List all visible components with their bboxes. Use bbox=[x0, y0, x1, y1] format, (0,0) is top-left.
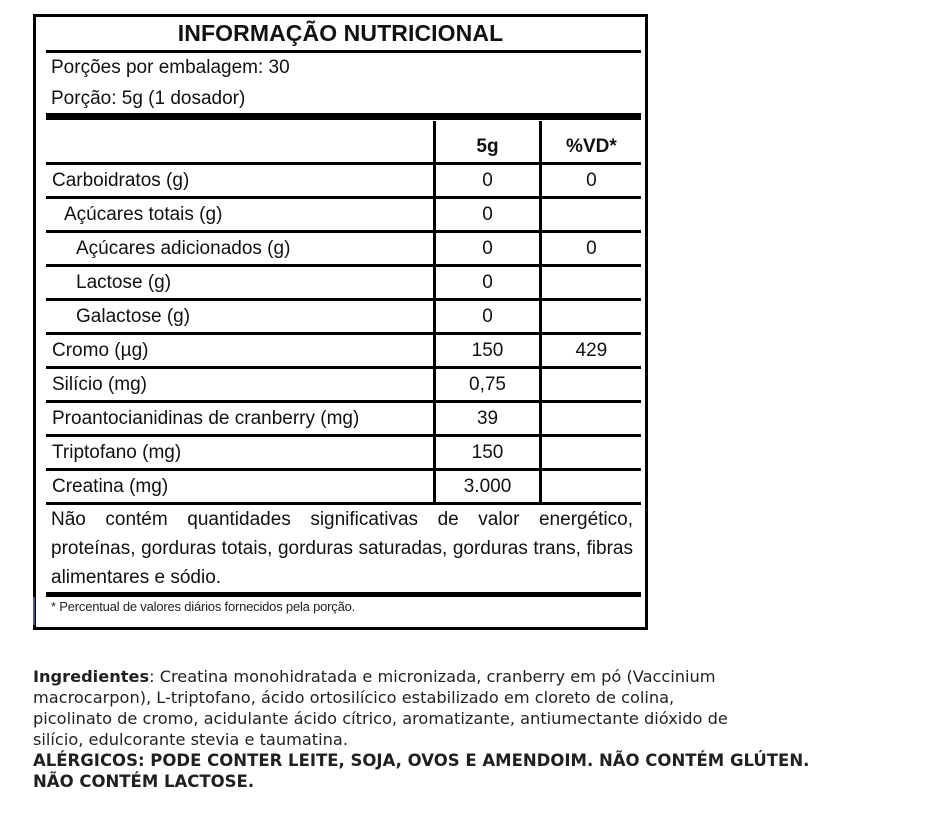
ingredients-line bbox=[33, 666, 833, 687]
nutrient-quantity: 0,75 bbox=[435, 368, 541, 402]
serving-size: Porção: 5g (1 dosador) bbox=[51, 88, 246, 109]
nutrient-daily-value: 0 bbox=[540, 164, 641, 198]
ingredients-section bbox=[33, 666, 833, 792]
nutrient-quantity: 3.000 bbox=[435, 470, 541, 504]
nutrient-name: Creatina (mg) bbox=[46, 470, 435, 504]
nutrient-daily-value bbox=[540, 368, 641, 402]
table-row bbox=[46, 436, 641, 470]
nutrient-name: Proantocianidinas de cranberry (mg) bbox=[46, 402, 435, 436]
nutrient-daily-value bbox=[540, 436, 641, 470]
table-header-row bbox=[46, 121, 641, 164]
nutrient-quantity: 0 bbox=[435, 198, 541, 232]
table-row bbox=[46, 368, 641, 402]
daily-value-footnote: * Percentual de valores diários fornecidos pela porção. bbox=[51, 599, 356, 614]
nutrient-name: Triptofano (mg) bbox=[46, 436, 435, 470]
divider bbox=[46, 50, 641, 53]
footnote-divider bbox=[46, 592, 641, 597]
insignificant-amounts-note: Não contém quantidades significativas de valor energético, proteínas, gorduras totais, gorduras saturadas, gorduras trans, fibras alimentares e sódio. bbox=[51, 509, 633, 588]
column-header-name bbox=[46, 121, 435, 164]
nutrition-table bbox=[46, 121, 641, 505]
lactose-warning: NÃO CONTÉM LACTOSE. bbox=[33, 772, 255, 791]
edge-artifact bbox=[33, 597, 35, 625]
table-row bbox=[46, 266, 641, 300]
nutrient-name: Açúcares totais (g) bbox=[46, 198, 435, 232]
allergens-warning: ALÉRGICOS: PODE CONTER LEITE, SOJA, OVOS E AMENDOIM. NÃO CONTÉM GLÚTEN. bbox=[33, 751, 810, 770]
table-row bbox=[46, 402, 641, 436]
servings-per-package: Porções por embalagem: 30 bbox=[51, 57, 290, 78]
table-row bbox=[46, 334, 641, 368]
nutrient-daily-value bbox=[540, 266, 641, 300]
table-row bbox=[46, 470, 641, 504]
table-row bbox=[46, 198, 641, 232]
nutrient-daily-value bbox=[540, 470, 641, 504]
nutrient-quantity: 0 bbox=[435, 300, 541, 334]
nutrient-name: Galactose (g) bbox=[46, 300, 435, 334]
table-row bbox=[46, 300, 641, 334]
nutrition-facts-label bbox=[33, 14, 648, 630]
ingredients-line: picolinato de cromo, acidulante ácido cítrico, aromatizante, antiumectante dióxido de bbox=[33, 709, 728, 728]
nutrient-daily-value bbox=[540, 198, 641, 232]
nutrient-name: Silício (mg) bbox=[46, 368, 435, 402]
nutrient-quantity: 0 bbox=[435, 266, 541, 300]
nutrient-name: Carboidratos (g) bbox=[46, 164, 435, 198]
table-row bbox=[46, 232, 641, 266]
ingredients-text: : Creatina monohidratada e micronizada, cranberry em pó (Vaccinium bbox=[149, 667, 716, 686]
nutrient-quantity: 150 bbox=[435, 436, 541, 470]
column-header-quantity: 5g bbox=[435, 121, 541, 164]
nutrient-daily-value bbox=[540, 300, 641, 334]
ingredients-line: silício, edulcorante stevia e taumatina. bbox=[33, 730, 348, 749]
nutrient-daily-value bbox=[540, 402, 641, 436]
nutrient-name: Cromo (µg) bbox=[46, 334, 435, 368]
nutrient-quantity: 0 bbox=[435, 232, 541, 266]
nutrient-name: Açúcares adicionados (g) bbox=[46, 232, 435, 266]
table-row bbox=[46, 164, 641, 198]
nutrient-quantity: 39 bbox=[435, 402, 541, 436]
nutrient-quantity: 0 bbox=[435, 164, 541, 198]
nutrient-name: Lactose (g) bbox=[46, 266, 435, 300]
ingredients-line: macrocarpon), L-triptofano, ácido ortosilícico estabilizado em cloreto de colina, bbox=[33, 688, 675, 707]
ingredients-heading: Ingredientes bbox=[33, 667, 150, 686]
nutrient-quantity: 150 bbox=[435, 334, 541, 368]
label-title: INFORMAÇÃO NUTRICIONAL bbox=[177, 20, 504, 46]
column-header-daily-value: %VD* bbox=[540, 121, 641, 164]
nutrient-daily-value: 429 bbox=[540, 334, 641, 368]
thick-divider bbox=[46, 113, 641, 120]
nutrient-daily-value: 0 bbox=[540, 232, 641, 266]
